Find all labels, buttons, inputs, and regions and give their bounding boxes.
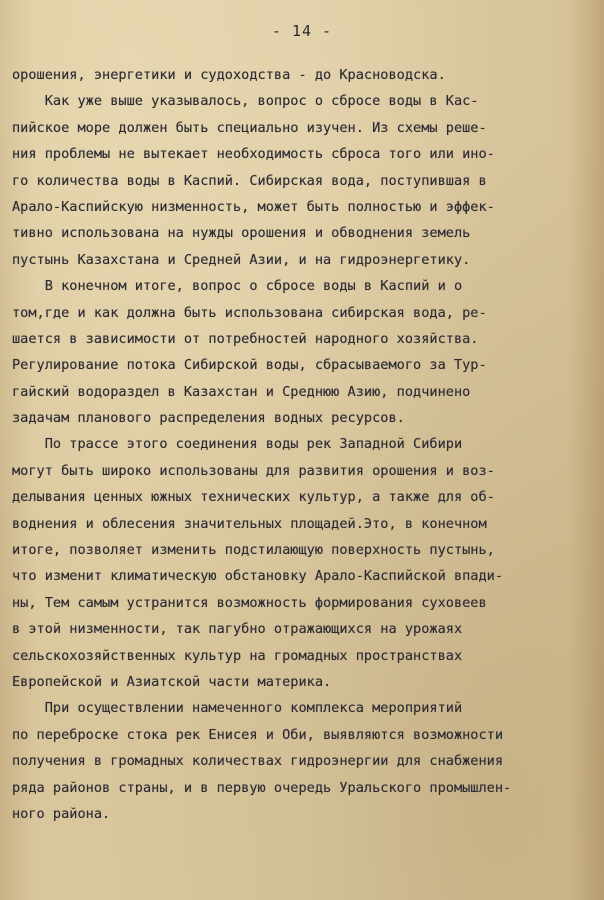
text-line: что изменит климатическую обстановку Арало-Каспийской впади- xyxy=(12,568,504,585)
text-line: орошения, энергетики и судоходства - до Красноводска. xyxy=(12,67,446,83)
text-line: по переброске стока рек Енисея и Оби, выявляются возможности xyxy=(12,726,504,743)
text-line: получения в громадных количествах гидроэнергии для снабжения xyxy=(12,753,504,770)
text-line: При осуществлении намеченного комплекса мероприятий xyxy=(12,700,463,717)
text-line: делывания ценных южных технических культур, а также для об- xyxy=(12,489,495,506)
text-line: могут быть широко использованы для развития орошения и воз- xyxy=(12,462,495,479)
text-line: тивно использована на нужды орошения и обводнения земель xyxy=(12,225,471,242)
text-line: Европейской и Азиатской части материка. xyxy=(12,673,332,690)
text-line: Как уже выше указывалось, вопрос о сбросе воды в Кас- xyxy=(12,93,479,110)
text-line: итоге, позволяет изменить подстилающую поверхность пустынь, xyxy=(12,542,495,559)
text-line: Арало-Каспийскую низменность, может быть полностью и эффек- xyxy=(12,198,495,215)
text-line: пустынь Казахстана и Средней Азии, и на гидроэнергетику. xyxy=(12,251,471,268)
text-line: в этой низменности, так пагубно отражающихся на урожаях xyxy=(12,621,463,638)
text-line: В конечном итоге, вопрос о сбросе воды в Каспий и о xyxy=(12,278,463,295)
text-body xyxy=(12,62,600,827)
text-line: ного района. xyxy=(12,805,111,822)
text-line: ния проблемы не вытекает необходимость сброса того или ино- xyxy=(12,146,495,163)
text-line: задачам планового распределения водных ресурсов. xyxy=(12,410,405,427)
text-line: шается в зависимости от потребностей народного хозяйства. xyxy=(12,330,479,347)
text-line: сельскохозяйственных культур на громадных пространствах xyxy=(12,647,463,664)
page-number: - 14 - xyxy=(271,22,333,40)
text-line: го количества воды в Каспий. Сибирская вода, поступившая в xyxy=(12,172,487,189)
text-line: По трассе этого соединения воды рек Западной Сибири xyxy=(12,436,463,453)
text-line: Регулирование потока Сибирской воды, сбрасываемого за Тур- xyxy=(12,357,487,374)
text-line: ны, Тем самым устранится возможность формирования суховеев xyxy=(12,594,487,611)
text-line: пийское море должен быть специально изучен. Из схемы реше- xyxy=(12,119,487,136)
text-line: воднения и облесения значительных площадей.Это, в конечном xyxy=(12,515,487,532)
text-line: гайский водораздел в Казахстан и Среднюю Азию, подчинено xyxy=(12,383,471,400)
text-line: том,где и как должна быть использована сибирская вода, ре- xyxy=(12,304,487,321)
text-line: ряда районов страны, и в первую очередь Уральского промышлен- xyxy=(12,779,512,796)
